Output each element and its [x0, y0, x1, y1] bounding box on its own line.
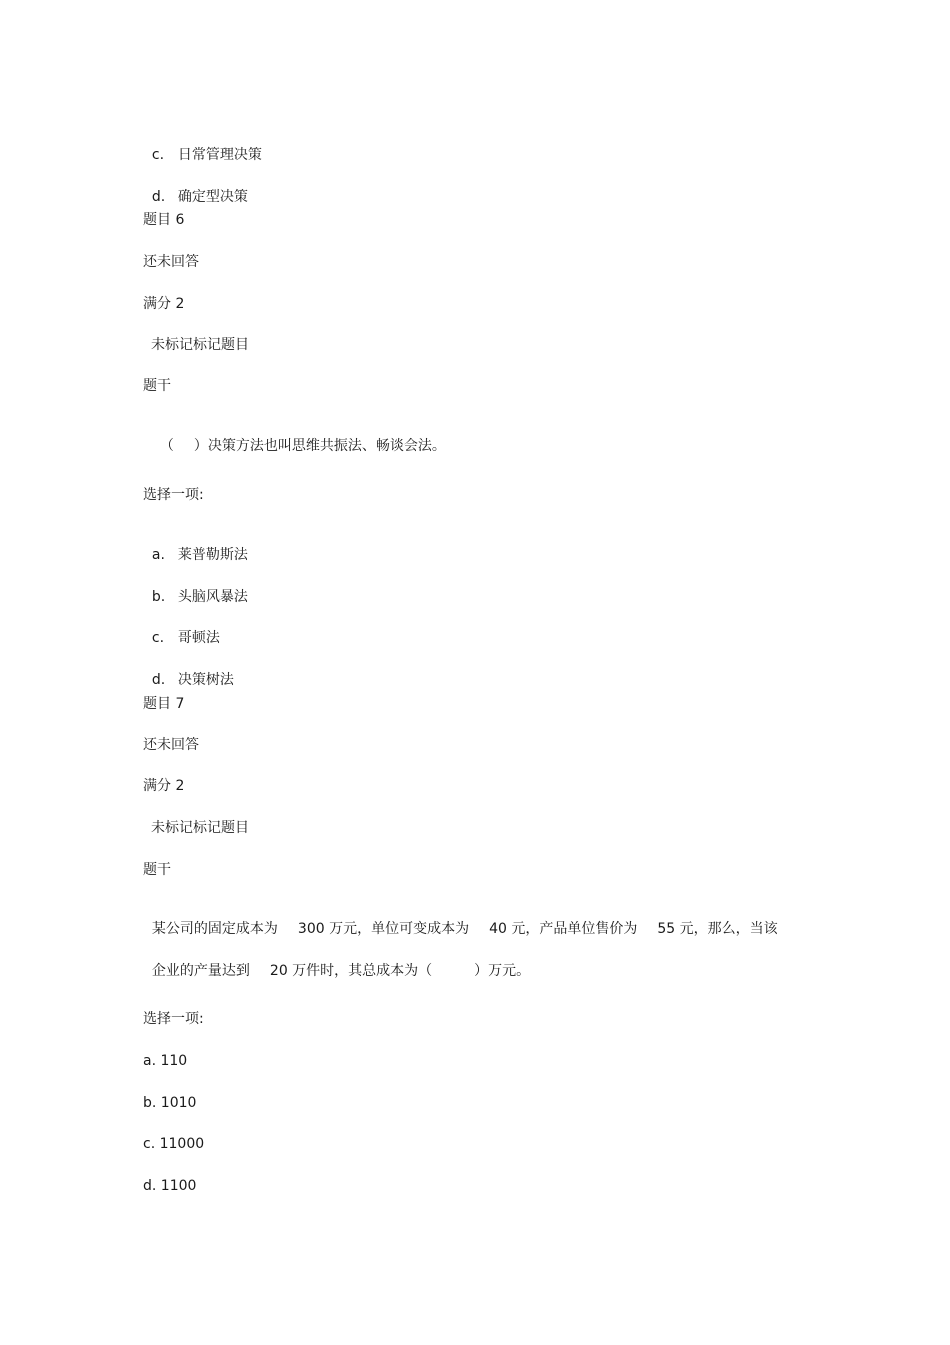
option-letter: d.: [151, 189, 166, 205]
q6-status: 还未回答: [143, 254, 199, 270]
option-letter: b.: [151, 589, 166, 605]
stem-segment: 20 万件时，其总成本为（: [269, 963, 433, 979]
q7-option-d[interactable]: d. 1100: [143, 1178, 197, 1194]
stem-segment: 55 元，那么，当该: [657, 921, 778, 937]
q6-stem: [151, 419, 446, 455]
q7-option-b[interactable]: b. 1010: [143, 1095, 197, 1111]
option-letter: c.: [151, 147, 165, 163]
q7-option-a[interactable]: a. 110: [143, 1053, 188, 1069]
option-letter: d.: [151, 672, 166, 688]
q5-option-d[interactable]: [143, 170, 248, 206]
q6-choose-prompt: 选择一项:: [143, 487, 204, 503]
q7-stem-line-2: [143, 944, 530, 980]
q7-flag-question[interactable]: 未标记标记题目: [151, 820, 249, 836]
option-letter: a.: [151, 547, 165, 563]
option-text: 头脑风暴法: [177, 589, 248, 605]
q6-option-a[interactable]: [143, 528, 248, 564]
q7-option-c[interactable]: c. 11000: [143, 1136, 205, 1152]
q6-score: 满分 2: [143, 296, 185, 312]
q7-score: 满分 2: [143, 778, 185, 794]
q7-stem-line-1: [143, 902, 778, 938]
option-text: 莱普勒斯法: [177, 547, 248, 563]
q6-heading: 题目 6: [143, 212, 185, 228]
stem-segment: 某公司的固定成本为: [151, 921, 278, 937]
q7-status: 还未回答: [143, 737, 199, 753]
option-letter: c.: [151, 630, 165, 646]
q6-flag-question[interactable]: 未标记标记题目: [151, 337, 249, 353]
q6-option-b[interactable]: [143, 570, 248, 606]
q6-option-d[interactable]: [143, 653, 234, 689]
stem-segment: 300 万元，单位可变成本为: [297, 921, 470, 937]
option-text: 哥顿法: [177, 630, 220, 646]
option-text: 确定型决策: [177, 189, 248, 205]
stem-open-paren: （: [159, 438, 174, 454]
q7-choose-prompt: 选择一项:: [143, 1011, 204, 1027]
q5-option-c[interactable]: [143, 128, 262, 164]
option-text: 日常管理决策: [177, 147, 262, 163]
stem-text: ）决策方法也叫思维共振法、畅谈会法。: [193, 438, 446, 454]
q6-stem-label: 题干: [143, 378, 171, 394]
stem-segment: 企业的产量达到: [151, 963, 250, 979]
q6-option-c[interactable]: [143, 611, 220, 647]
q7-heading: 题目 7: [143, 696, 185, 712]
q7-stem-label: 题干: [143, 862, 171, 878]
option-text: 决策树法: [177, 672, 234, 688]
stem-segment: ）万元。: [474, 963, 531, 979]
stem-segment: 40 元，产品单位售价为: [489, 921, 638, 937]
